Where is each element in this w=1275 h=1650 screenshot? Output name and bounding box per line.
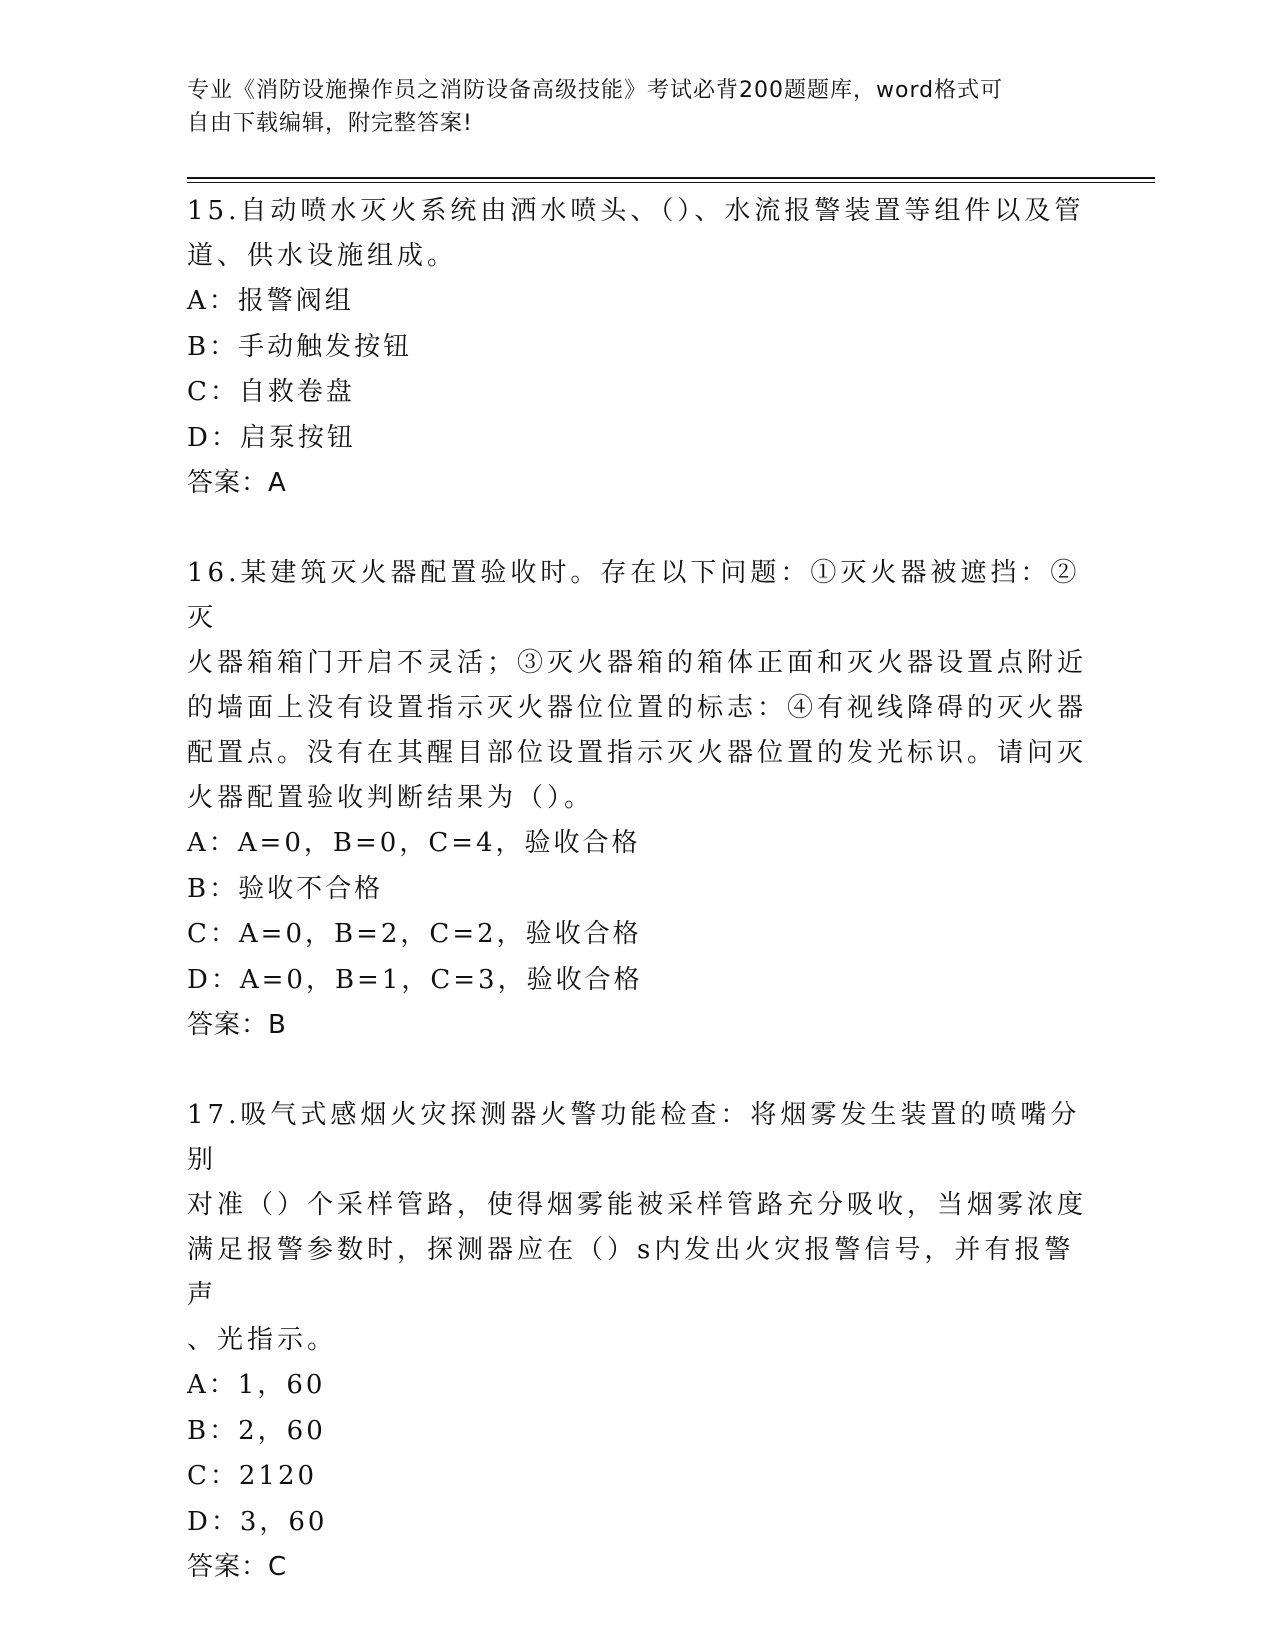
question-15 [187, 189, 1087, 506]
question-stem-line: 对准（）个采样管路，使得烟雾能被采样管路充分吸收，当烟雾浓度 [187, 1190, 1088, 1220]
option-d: D：启泵按钮 [187, 422, 356, 453]
answer-line: 答案：B [187, 1010, 287, 1040]
question-stem-line: 满足报警参数时，探测器应在（）s内发出火灾报警信号，并有报警声 [187, 1235, 1075, 1310]
header-divider-thin [187, 182, 1155, 183]
option-c: C：自救卷盘 [187, 377, 355, 407]
question-stem-line: 道、供水设施组成。 [187, 241, 458, 271]
question-stem-line: 16.某建筑灭火器配置验收时。存在以下问题：①灭火器被遮挡：②灭 [187, 558, 1081, 633]
option-c: C：A=0，B=2，C=2，验收合格 [187, 919, 642, 949]
question-stem-line: 、光指示。 [187, 1325, 338, 1355]
question-16 [187, 551, 1087, 1048]
question-stem-line: 15.自动喷水灭火系统由洒水喷头、（）、水流报警装置等组件以及管 [187, 196, 1085, 226]
option-b: B：验收不合格 [187, 873, 384, 904]
question-stem-line: 配置点。没有在其醒目部位设置指示灭火器位置的发光标识。请问灭 [187, 738, 1088, 768]
question-stem-line: 火器箱箱门开启不灵活；③灭火器箱的箱体正面和灭火器设置点附近 [187, 648, 1088, 678]
header-line-2: 自由下载编辑，附完整答案! [187, 111, 473, 136]
question-17 [187, 1093, 1087, 1590]
option-b: B：2，60 [187, 1415, 326, 1446]
header-line-1: 专业《消防设施操作员之消防设备高级技能》考试必背200题题库，word格式可 [187, 78, 1004, 103]
answer-line: 答案：A [187, 468, 287, 498]
question-stem-line: 17.吸气式感烟火灾探测器火警功能检查：将烟雾发生装置的喷嘴分别 [187, 1100, 1081, 1175]
question-list [187, 189, 1087, 1635]
question-stem-line: 火器配置验收判断结果为（）。 [187, 783, 595, 813]
option-a: A：1，60 [187, 1370, 326, 1400]
option-a: A：报警阀组 [187, 286, 354, 316]
header-divider-thick [187, 177, 1155, 179]
option-b: B：手动触发按钮 [187, 331, 413, 362]
question-stem-line: 的墙面上没有设置指示灭火器位位置的标志：④有视线降碍的灭火器 [187, 693, 1088, 723]
answer-line: 答案：C [187, 1552, 288, 1582]
option-a: A：A=0，B=0，C=4，验收合格 [187, 828, 641, 858]
option-d: D：A=0，B=1，C=3，验收合格 [187, 964, 643, 995]
option-c: C：2120 [187, 1461, 318, 1491]
option-d: D：3，60 [187, 1506, 328, 1537]
document-header [187, 74, 1067, 140]
